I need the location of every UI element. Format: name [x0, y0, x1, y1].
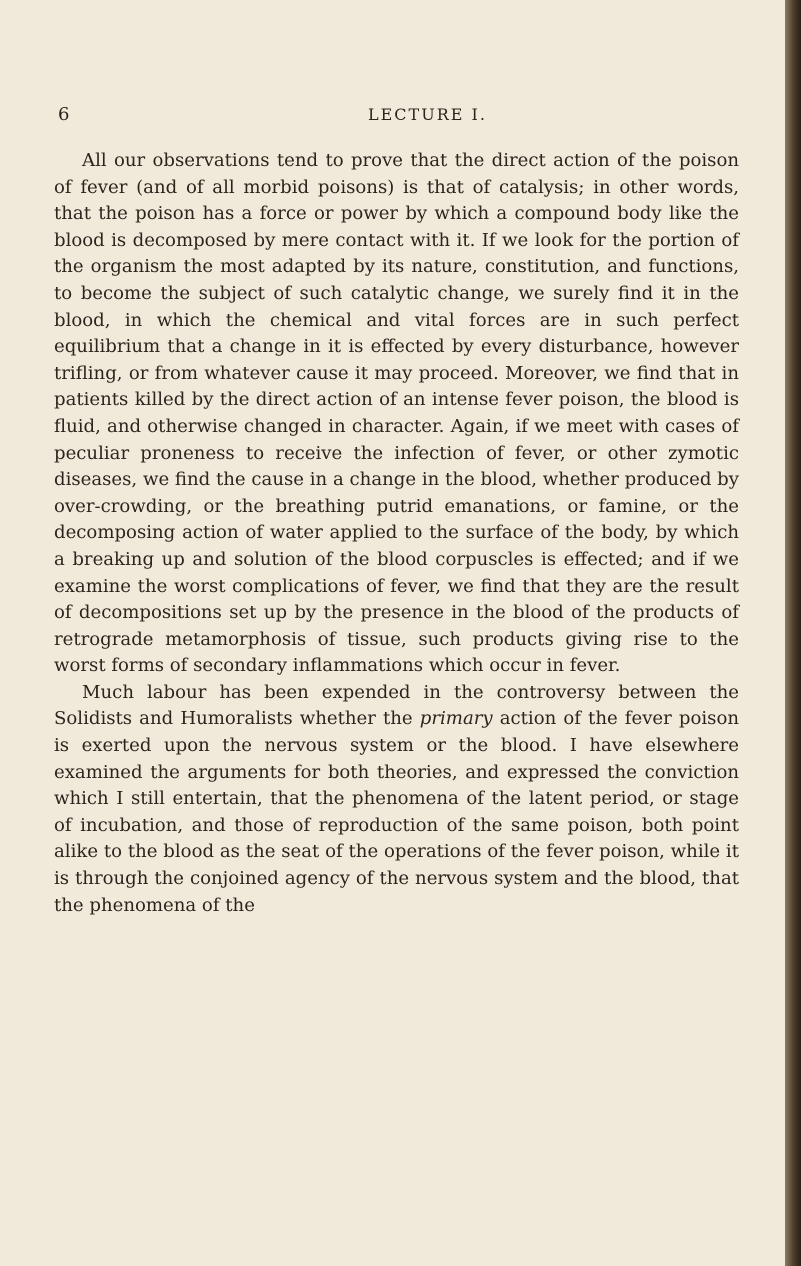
paragraph-2	[54, 680, 739, 919]
paragraph-2-text-before-emphasis: Much labour has been expended in the controversy between the Solidists and Humoralists whether the	[54, 681, 739, 730]
paragraph-2-text-after-emphasis: action of the fever poison is exerted upon the nervous system or the blood. I have elsewhere examined the arguments for both theories, and expressed the conviction which I still entertain, that the phenomena of the latent period, or stage of incubation, and those of reproduction of the same poison, both point alike to the blood as the seat of the operations of the fever poison, while it is through the conjoined agency of the nervous system and the blood, that the phenomena of the	[54, 708, 739, 916]
paragraph-2-emphasis: primary	[419, 708, 493, 730]
main-text	[54, 148, 739, 919]
chapter-title: LECTURE I.	[368, 104, 487, 124]
page-gutter-shadow	[785, 0, 801, 1266]
running-head	[58, 100, 728, 128]
page-number: 6	[58, 103, 71, 125]
paragraph-1: All our observations tend to prove that the direct action of the poison of fever (and of all morbid poisons) is that of catalysis; in other words, that the poison has a force or power by which a compound body like the blood is decomposed by mere contact with it. If we look for the portion of the organism the most adapted by its nature, constitution, and functions, to become the subject of such catalytic change, we surely find it in the blood, in which the chemical and vital forces are in such perfect equilibrium that a change in it is effected by every disturbance, however trifling, or from whatever cause it may proceed. Moreover, we find that in patients killed by the direct action of an intense fever poison, the blood is fluid, and otherwise changed in character. Again, if we meet with cases of peculiar proneness to receive the infection of fever, or other zymotic diseases, we find the cause in a change in the blood, whether produced by over-crowding, or the breathing putrid emanations, or famine, or the decomposing action of water applied to the surface of the body, by which a breaking up and solution of the blood corpuscles is effected; and if we examine the worst complications of fever, we find that they are the result of decompositions set up by the presence in the blood of the products of retrograde metamorphosis of tissue, such products giving rise to the worst forms of secondary inflammations which occur in fever.	[54, 150, 739, 677]
